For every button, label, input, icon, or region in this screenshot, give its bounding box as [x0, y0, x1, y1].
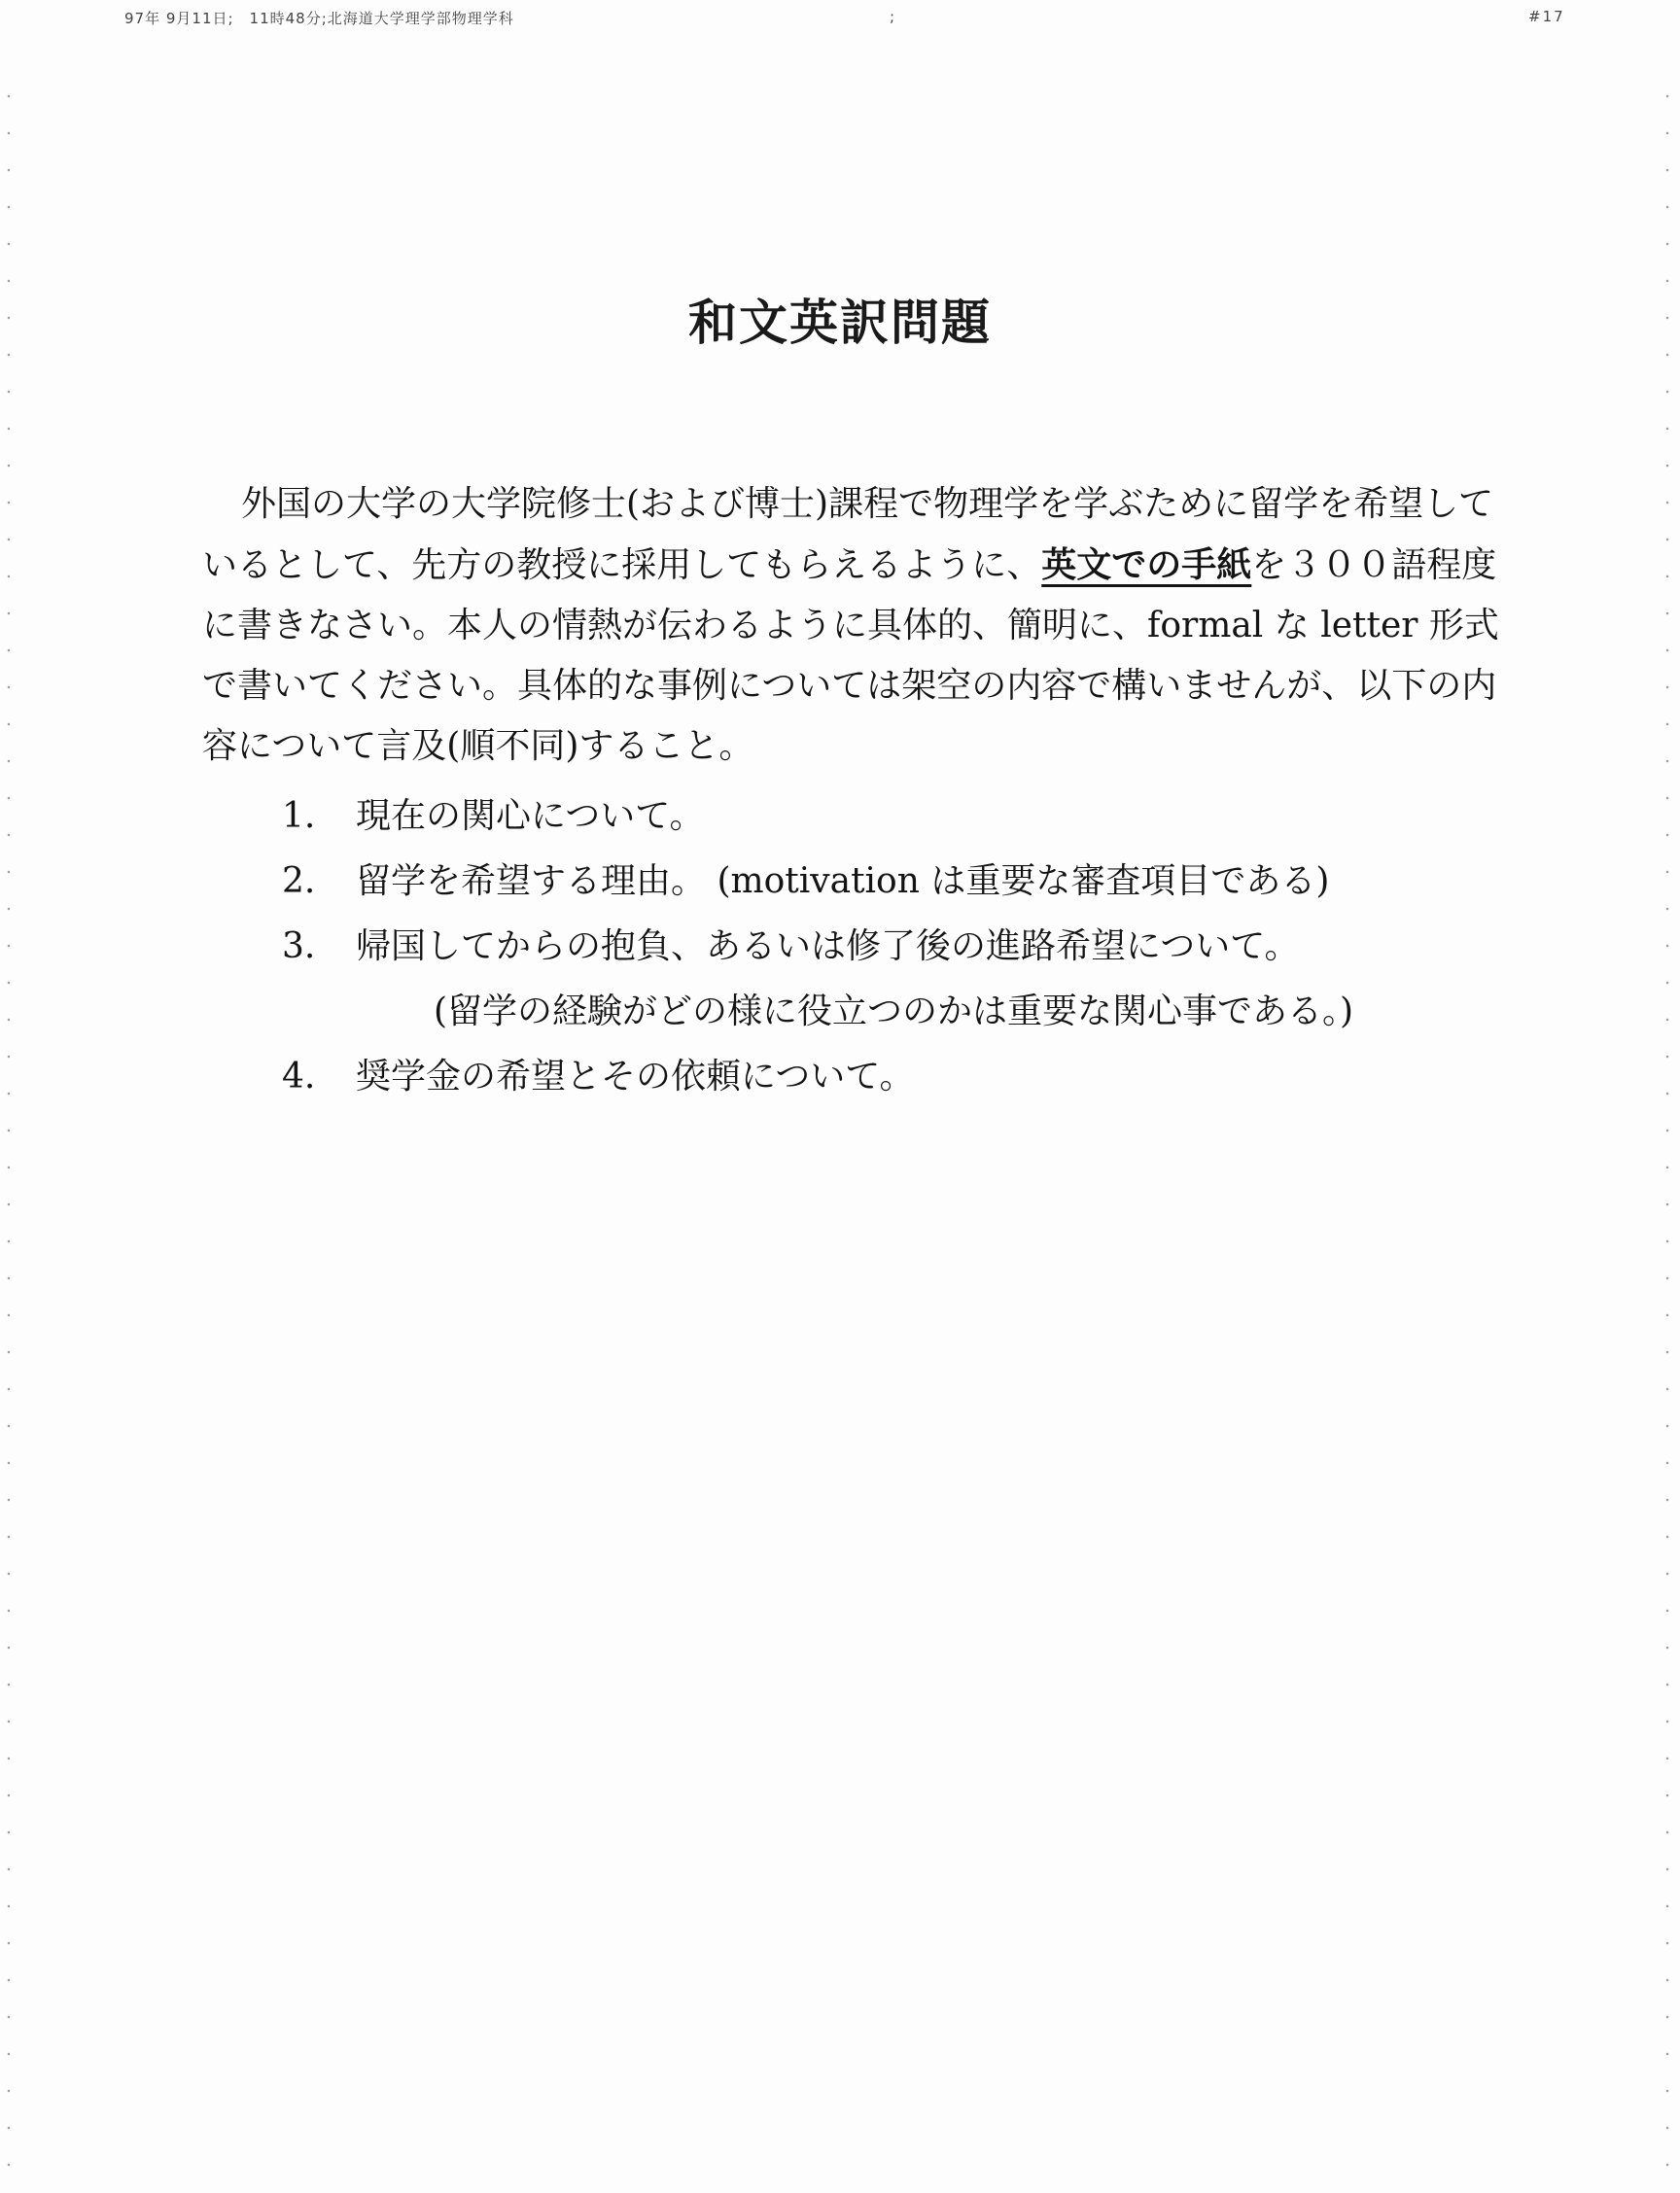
list-item — [282, 914, 1546, 979]
instruction-paragraph — [202, 474, 1524, 777]
list-item-text: 帰国してからの抱負、あるいは修了後の進路希望について。 — [356, 926, 1300, 966]
list-item-text: 留学を希望する理由。 (motivation は重要な審査項目である) — [356, 861, 1330, 901]
list-item — [282, 783, 1546, 849]
page-title: 和文英訳問題 — [688, 294, 992, 351]
paragraph-emphasis: 英文での手紙 — [1041, 544, 1252, 585]
paragraph-text — [202, 474, 1524, 777]
fax-header-page-number: #17 — [1528, 8, 1565, 25]
list-item — [282, 1044, 1546, 1109]
list-item-text: 現在の関心について。 — [356, 796, 705, 836]
list-item-number: 4. — [282, 1057, 316, 1096]
scan-noise-left — [6, 78, 12, 2168]
list-item — [282, 849, 1546, 914]
list-item-text: 奨学金の希望とその依頼について。 — [356, 1057, 915, 1096]
item3-note: (留学の経験がどの様に役立つのかは重要な関心事である。) — [434, 992, 1354, 1031]
list-item-number: 3. — [282, 926, 316, 966]
paragraph-part2: を３００語程度に書きなさい。本人の情熱が伝わるように具体的、簡明に、formal な letter 形式で書いてください。具体的な事例については架空の内容で構いませんが、以下の内容について言及(順不同)すること。 — [202, 545, 1499, 766]
list-item-number: 2. — [282, 861, 316, 901]
fax-header-separator: ; — [890, 8, 895, 25]
list-item-number: 1. — [282, 796, 316, 836]
paragraph-part1: 外国の大学の大学院修士(および博士)課程で物理学を学ぶために留学を希望しているとして、先方の教授に採用してもらえるように、 — [202, 484, 1494, 585]
scan-noise-right — [1664, 78, 1670, 2168]
fax-header — [0, 0, 1680, 29]
requirements-list — [282, 783, 1546, 1109]
fax-header-datetime-sender: 97年 9月11日; 11時48分;北海道大学理学部物理学科 — [124, 10, 514, 27]
